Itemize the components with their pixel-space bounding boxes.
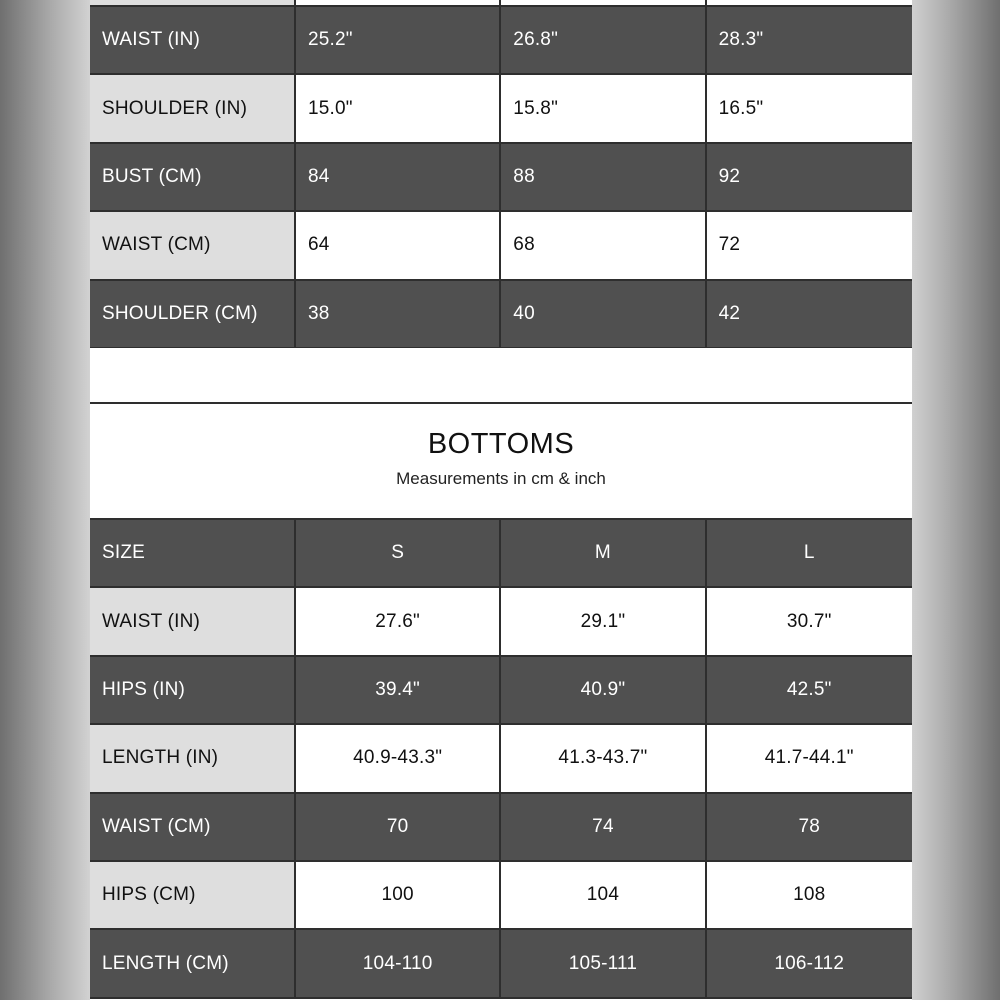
row-label: WAIST (IN) (90, 7, 296, 75)
row-label: WAIST (IN) (90, 588, 296, 656)
table-row (90, 657, 912, 725)
size-l-value: 108 (707, 862, 912, 930)
table-row (90, 7, 912, 75)
bottoms-size-table (90, 520, 912, 999)
size-m-value: 40.9" (501, 657, 706, 725)
row-label: WAIST (CM) (90, 212, 296, 280)
size-l-value: 28.3" (707, 7, 912, 75)
size-l-value: 42.5" (707, 657, 912, 725)
size-m-value: 88 (501, 144, 706, 212)
table-row (90, 930, 912, 998)
row-label: HIPS (IN) (90, 657, 296, 725)
size-l-value: 42 (707, 281, 912, 349)
table-row (90, 0, 912, 7)
size-m-value: 74 (501, 794, 706, 862)
size-l-value: 92 (707, 144, 912, 212)
row-label: WAIST (CM) (90, 794, 296, 862)
size-s-value: 38 (296, 281, 501, 349)
table-row (90, 144, 912, 212)
size-s-value: 15.0" (296, 75, 501, 143)
table-row (90, 862, 912, 930)
size-l-value: 30.7" (707, 588, 912, 656)
size-s-value: 104-110 (296, 930, 501, 998)
row-label (90, 0, 296, 7)
size-m-value: 104 (501, 862, 706, 930)
row-label: SHOULDER (IN) (90, 75, 296, 143)
table-row (90, 75, 912, 143)
size-m-value: 29.1" (501, 588, 706, 656)
row-label: SHOULDER (CM) (90, 281, 296, 349)
size-l-header: L (707, 520, 912, 588)
table-row (90, 794, 912, 862)
size-m-value: 40 (501, 281, 706, 349)
size-s-value: 27.6" (296, 588, 501, 656)
size-l-value: 106-112 (707, 930, 912, 998)
size-m-header: M (501, 520, 706, 588)
size-s-header: S (296, 520, 501, 588)
row-label: LENGTH (CM) (90, 930, 296, 998)
size-s-value: 100 (296, 862, 501, 930)
size-s-value: 64 (296, 212, 501, 280)
size-l-value: 78 (707, 794, 912, 862)
table-row (90, 281, 912, 349)
bottoms-header (90, 404, 912, 520)
size-l-value (707, 0, 912, 7)
size-m-value: 15.8" (501, 75, 706, 143)
size-l-value: 72 (707, 212, 912, 280)
size-m-value: 68 (501, 212, 706, 280)
size-s-value (296, 0, 501, 7)
bottoms-subtitle: Measurements in cm & inch (396, 469, 606, 488)
size-s-value: 70 (296, 794, 501, 862)
size-s-value: 39.4" (296, 657, 501, 725)
size-header-label: SIZE (90, 520, 296, 588)
size-s-value: 25.2" (296, 7, 501, 75)
row-label: LENGTH (IN) (90, 725, 296, 793)
table-row (90, 212, 912, 280)
section-spacer (90, 348, 912, 404)
size-s-value: 84 (296, 144, 501, 212)
table-row (90, 588, 912, 656)
row-label: HIPS (CM) (90, 862, 296, 930)
size-s-value: 40.9-43.3" (296, 725, 501, 793)
size-m-value: 26.8" (501, 7, 706, 75)
table-row (90, 725, 912, 793)
size-m-value: 41.3-43.7" (501, 725, 706, 793)
size-l-value: 41.7-44.1" (707, 725, 912, 793)
size-chart-sheet (90, 0, 912, 1000)
size-m-value (501, 0, 706, 7)
size-l-value: 16.5" (707, 75, 912, 143)
row-label: BUST (CM) (90, 144, 296, 212)
table-header-row (90, 520, 912, 588)
bottoms-title: BOTTOMS (427, 428, 575, 460)
tops-size-table (90, 0, 912, 349)
size-m-value: 105-111 (501, 930, 706, 998)
